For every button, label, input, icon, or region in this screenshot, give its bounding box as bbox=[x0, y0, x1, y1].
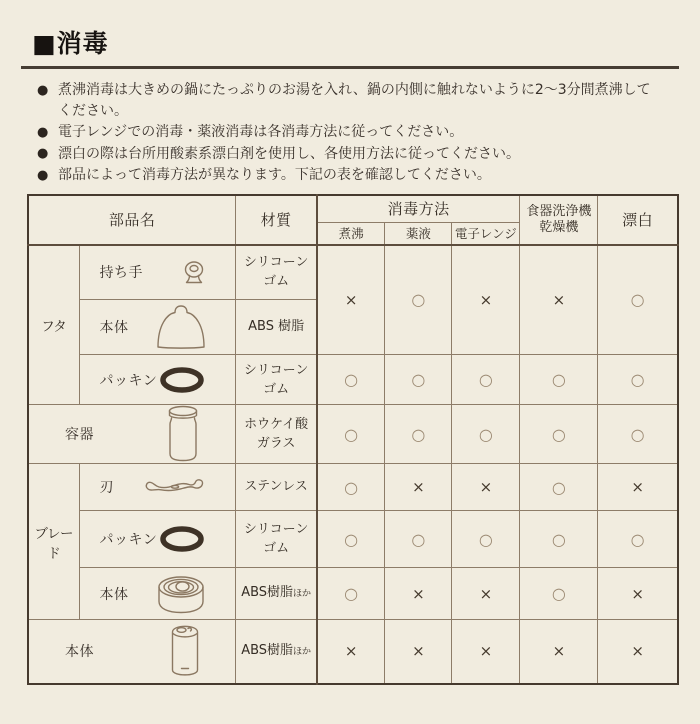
material-cell: ABS樹脂ほか bbox=[236, 568, 317, 620]
part-label: 本体 bbox=[65, 644, 94, 661]
bullet-icon: ● bbox=[37, 82, 49, 98]
jar-icon bbox=[163, 405, 203, 463]
part-label: 本体 bbox=[99, 320, 129, 336]
handle-icon bbox=[181, 260, 207, 284]
mark-cell: ○ bbox=[520, 405, 598, 464]
mark-cell: ○ bbox=[452, 405, 520, 464]
part-label: 持ち手 bbox=[99, 265, 143, 282]
header-microwave: 電子レンジ bbox=[452, 223, 520, 245]
mark-cell: × bbox=[598, 620, 678, 684]
blade-base-icon bbox=[155, 574, 207, 614]
mark-cell: ○ bbox=[385, 511, 452, 568]
group-cell-blade: ブレード bbox=[28, 464, 79, 620]
mark-cell: × bbox=[452, 245, 520, 355]
header-part-name: 部品名 bbox=[28, 195, 236, 245]
mark-cell: ○ bbox=[385, 405, 452, 464]
body-icon bbox=[167, 621, 203, 681]
mark-cell: × bbox=[317, 620, 385, 684]
material-cell: シリコーン ゴム bbox=[236, 245, 317, 300]
mark-cell: ○ bbox=[317, 355, 385, 405]
mark-cell: ○ bbox=[452, 511, 520, 568]
mark-cell: × bbox=[317, 245, 385, 355]
gasket-icon bbox=[157, 523, 207, 555]
mark-cell: ○ bbox=[598, 355, 678, 405]
mark-cell: ○ bbox=[317, 405, 385, 464]
mark-cell: ○ bbox=[520, 355, 598, 405]
note-item bbox=[37, 165, 662, 186]
mark-cell: ○ bbox=[317, 464, 385, 511]
part-cell bbox=[79, 568, 236, 620]
gasket-icon bbox=[157, 365, 207, 395]
note-item bbox=[37, 122, 662, 143]
mark-cell: ○ bbox=[598, 405, 678, 464]
part-cell bbox=[79, 300, 236, 355]
note-text: 部品によって消毒方法が異なります。下記の表を確認してください。 bbox=[58, 167, 491, 183]
material-cell: ABS樹脂ほか bbox=[236, 620, 317, 684]
material-cell: ホウケイ酸 ガラス bbox=[236, 405, 317, 464]
header-boiling: 煮沸 bbox=[317, 223, 385, 245]
mark-cell: ○ bbox=[317, 568, 385, 620]
part-label: 容器 bbox=[65, 427, 94, 443]
mark-cell: × bbox=[520, 245, 598, 355]
header-chemical: 薬液 bbox=[385, 223, 452, 245]
part-label: パッキン bbox=[99, 532, 158, 548]
header-methods: 消毒方法 bbox=[317, 195, 520, 223]
note-text: 漂白の際は台所用酸素系漂白剤を使用し、各使用方法に従ってください。 bbox=[58, 145, 520, 162]
mark-cell: ○ bbox=[385, 355, 452, 405]
part-label: パッキン bbox=[99, 372, 158, 389]
mark-cell: ○ bbox=[385, 245, 452, 355]
mark-cell: ○ bbox=[452, 355, 520, 405]
note-item bbox=[37, 80, 662, 121]
part-cell bbox=[79, 245, 236, 300]
part-cell bbox=[79, 464, 236, 511]
bullet-icon: ● bbox=[37, 167, 49, 183]
mark-cell: × bbox=[385, 464, 452, 511]
notes-list bbox=[37, 80, 680, 186]
part-cell bbox=[79, 355, 236, 405]
note-text: 電子レンジでの消毒・薬液消毒は各消毒方法に従ってください。 bbox=[58, 124, 464, 140]
material-cell: ステンレス bbox=[236, 464, 317, 511]
mark-cell: ○ bbox=[520, 464, 598, 511]
mark-cell: × bbox=[385, 620, 452, 684]
lid-icon bbox=[155, 304, 207, 350]
group-cell-lid: フタ bbox=[28, 245, 79, 405]
page-title: ■消毒 bbox=[32, 29, 109, 58]
mark-cell: ○ bbox=[598, 245, 678, 355]
header-dishwasher: 食器洗浄機 乾燥機 bbox=[520, 195, 598, 245]
mark-cell: ○ bbox=[317, 511, 385, 568]
manual-page bbox=[0, 24, 700, 724]
note-text: 煮沸消毒は大きめの鍋にたっぷりのお湯を入れ、鍋の内側に触れないように2〜3分間煮沸してください。 bbox=[58, 82, 651, 119]
part-cell bbox=[79, 511, 236, 568]
mark-cell: × bbox=[385, 568, 452, 620]
part-cell bbox=[28, 620, 236, 684]
bullet-icon: ● bbox=[37, 146, 49, 161]
title-divider bbox=[21, 66, 679, 69]
mark-cell: × bbox=[452, 464, 520, 511]
part-label: 本体 bbox=[99, 586, 129, 603]
blade-icon bbox=[143, 474, 207, 500]
header-material: 材質 bbox=[236, 195, 317, 245]
mark-cell: × bbox=[598, 464, 678, 511]
material-cell: シリコーン ゴム bbox=[236, 355, 317, 405]
disinfection-table bbox=[27, 194, 679, 685]
mark-cell: × bbox=[598, 568, 678, 620]
header-bleach: 漂白 bbox=[598, 195, 678, 245]
mark-cell: × bbox=[520, 620, 598, 684]
part-cell bbox=[28, 405, 236, 464]
bullet-icon: ● bbox=[37, 124, 49, 140]
mark-cell: × bbox=[452, 568, 520, 620]
mark-cell: ○ bbox=[520, 511, 598, 568]
mark-cell: × bbox=[452, 620, 520, 684]
material-cell: シリコーン ゴム bbox=[236, 511, 317, 568]
note-item bbox=[37, 144, 662, 165]
mark-cell: ○ bbox=[598, 511, 678, 568]
part-label: 刃 bbox=[99, 480, 114, 496]
mark-cell: ○ bbox=[520, 568, 598, 620]
material-cell: ABS 樹脂 bbox=[236, 300, 317, 355]
